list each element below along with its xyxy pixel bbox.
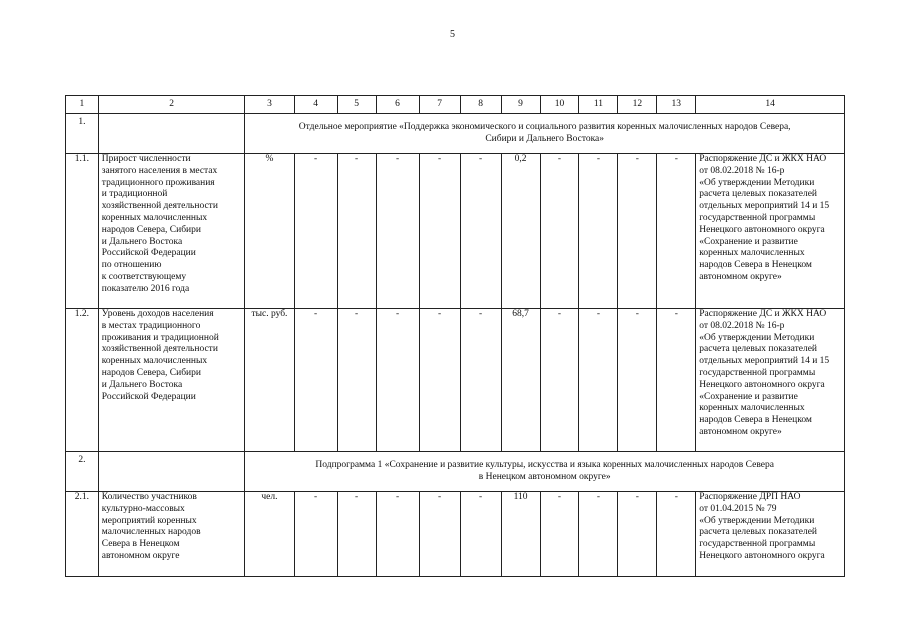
section-title: Отдельное мероприятие «Поддержка экономического и социального развития коренных малочисленных народов Севера, Сибири и Дальнего Востока» [245, 114, 845, 154]
table-row [66, 154, 845, 309]
value-cell: - [657, 492, 696, 577]
value-cell: - [579, 309, 618, 452]
value-cell: - [579, 492, 618, 577]
column-number: 13 [657, 96, 696, 114]
section-number: 2. [66, 452, 99, 492]
column-number: 11 [579, 96, 618, 114]
column-number: 9 [501, 96, 540, 114]
value-cell: - [657, 154, 696, 309]
unit-cell: % [245, 154, 294, 309]
value-cell: - [460, 154, 501, 309]
indicator-name: Количество участников культурно-массовых мероприятий коренных малочисленных народов Севера в Ненецком автономном округе [98, 492, 245, 577]
value-cell: 0,2 [501, 154, 540, 309]
section-row [66, 114, 845, 154]
value-cell: - [618, 154, 657, 309]
value-cell: - [618, 309, 657, 452]
row-number: 1.1. [66, 154, 99, 309]
source-document: Распоряжение ДС и ЖКХ НАО от 08.02.2018 № 16-р «Об утверждении Методики расчета целевых показателей отдельных мероприятий 14 и 15 государственной программы Ненецкого автономного округа «Сохранение и развитие коренных малочисленных народов Севера в Ненецком автономном округе» [696, 309, 845, 452]
section-row [66, 452, 845, 492]
value-cell: - [376, 309, 419, 452]
section-title: Подпрограмма 1 «Сохранение и развитие культуры, искусства и языка коренных малочисленных народов Севера в Ненецком автономном округе» [245, 452, 845, 492]
column-number: 7 [419, 96, 460, 114]
value-cell: - [294, 309, 337, 452]
value-cell: 68,7 [501, 309, 540, 452]
value-cell: - [540, 492, 579, 577]
value-cell: - [460, 492, 501, 577]
value-cell: - [337, 309, 376, 452]
column-number: 12 [618, 96, 657, 114]
value-cell: - [540, 154, 579, 309]
empty-cell [98, 452, 245, 492]
value-cell: - [294, 154, 337, 309]
value-cell: - [540, 309, 579, 452]
value-cell: - [337, 492, 376, 577]
targets-table [65, 95, 845, 577]
page-number: 5 [450, 29, 455, 40]
indicator-name: Уровень доходов населения в местах традиционного проживания и традиционной хозяйственной деятельности коренных малочисленных народов Севера, Сибири и Дальнего Востока Российской Федерации [98, 309, 245, 452]
source-document: Распоряжение ДРП НАО от 01.04.2015 № 79 «Об утверждении Методики расчета целевых показателей государственной программы Ненецкого автономного округа [696, 492, 845, 577]
column-number-row [66, 96, 845, 114]
value-cell: 110 [501, 492, 540, 577]
column-number: 2 [98, 96, 245, 114]
row-number: 2.1. [66, 492, 99, 577]
column-number: 8 [460, 96, 501, 114]
column-number: 1 [66, 96, 99, 114]
value-cell: - [419, 309, 460, 452]
value-cell: - [618, 492, 657, 577]
value-cell: - [579, 154, 618, 309]
column-number: 5 [337, 96, 376, 114]
value-cell: - [376, 154, 419, 309]
value-cell: - [657, 309, 696, 452]
empty-cell [98, 114, 245, 154]
value-cell: - [376, 492, 419, 577]
column-number: 14 [696, 96, 845, 114]
value-cell: - [337, 154, 376, 309]
value-cell: - [419, 492, 460, 577]
column-number: 6 [376, 96, 419, 114]
source-document: Распоряжение ДС и ЖКХ НАО от 08.02.2018 № 16-р «Об утверждении Методики расчета целевых показателей отдельных мероприятий 14 и 15 государственной программы Ненецкого автономного округа «Сохранение и развитие коренных малочисленных народов Севера в Ненецком автономном округе» [696, 154, 845, 309]
table-row [66, 309, 845, 452]
column-number: 4 [294, 96, 337, 114]
table-row [66, 492, 845, 577]
unit-cell: чел. [245, 492, 294, 577]
column-number: 3 [245, 96, 294, 114]
unit-cell: тыс. руб. [245, 309, 294, 452]
value-cell: - [419, 154, 460, 309]
value-cell: - [460, 309, 501, 452]
row-number: 1.2. [66, 309, 99, 452]
column-number: 10 [540, 96, 579, 114]
value-cell: - [294, 492, 337, 577]
section-number: 1. [66, 114, 99, 154]
indicator-name: Прирост численности занятого населения в местах традиционного проживания и традиционной хозяйственной деятельности коренных малочисленных народов Севера, Сибири и Дальнего Востока Российской Федерации по отношению к соответствующему показателю 2016 года [98, 154, 245, 309]
